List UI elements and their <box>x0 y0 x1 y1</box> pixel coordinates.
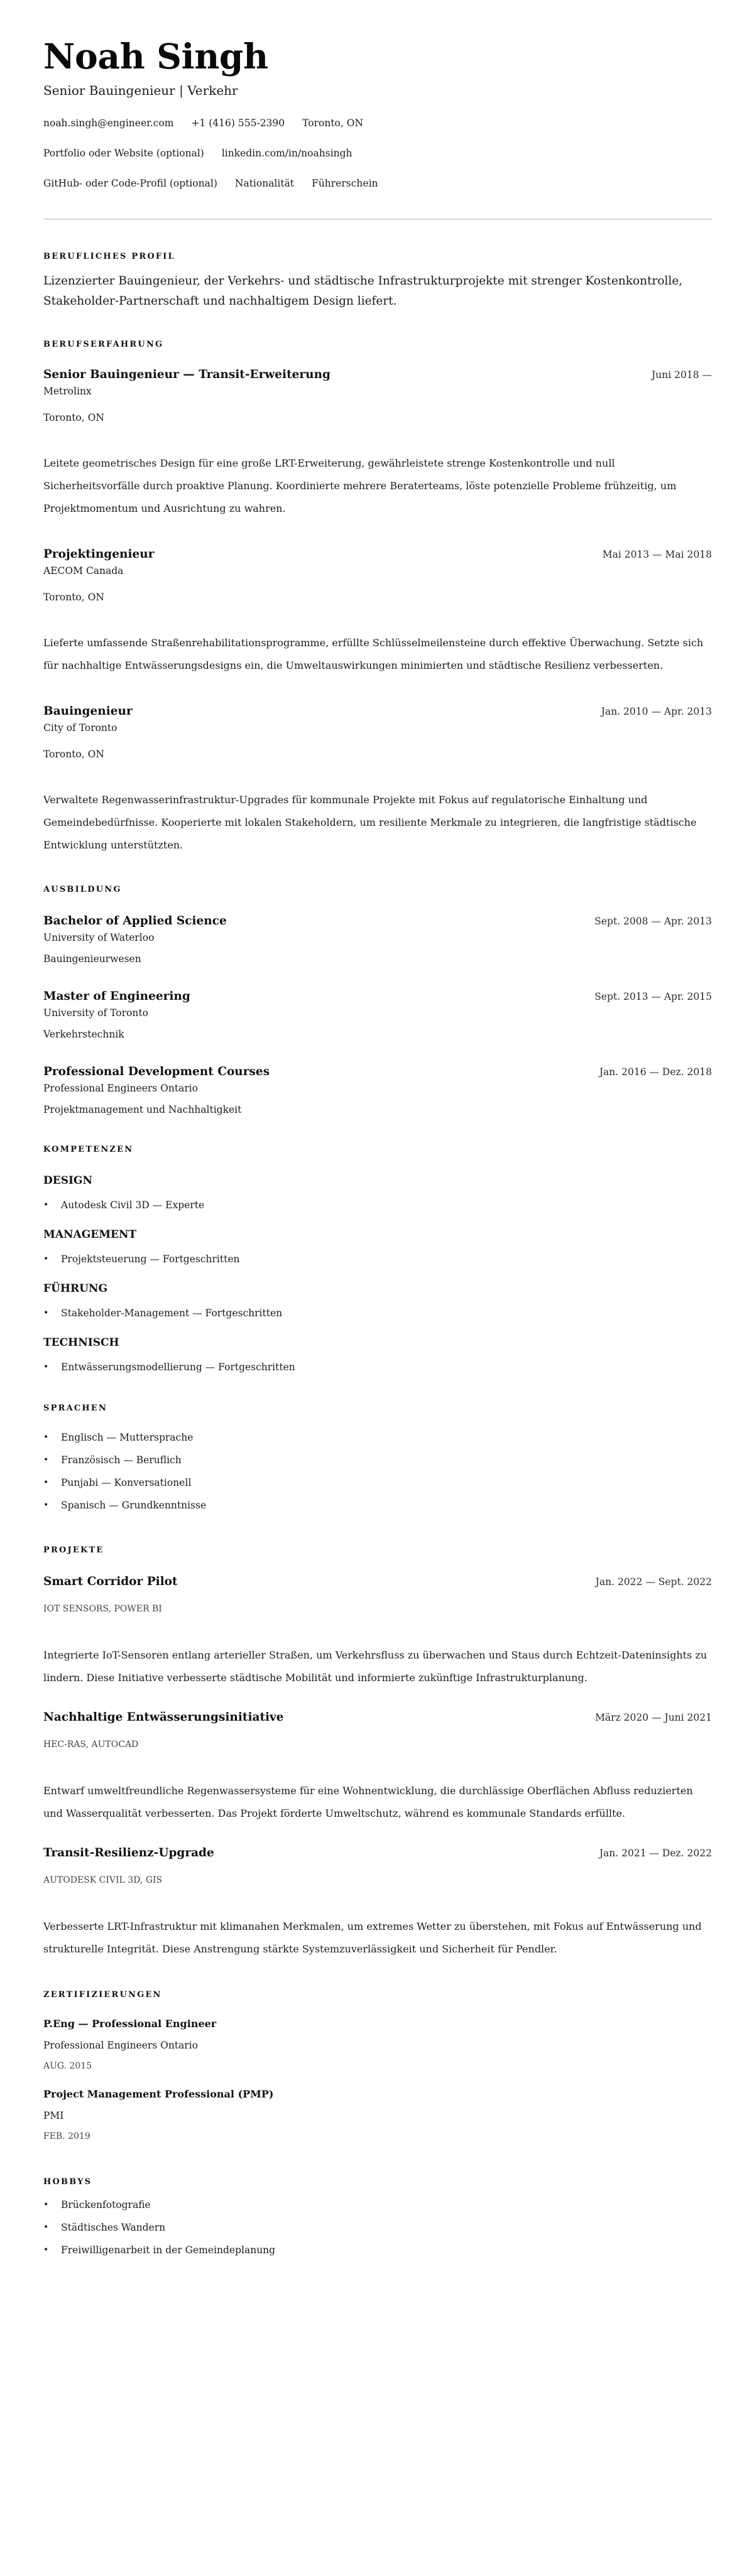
school-name: University of Waterloo <box>43 932 155 943</box>
project-title: Transit-Resilienz-Upgrade <box>43 1846 214 1859</box>
section-title: PROJEKTE <box>43 1545 104 1555</box>
contact-license: Führerschein <box>312 178 378 189</box>
candidate-name: Noah Singh <box>43 36 268 77</box>
project-dates: März 2020 — Juni 2021 <box>595 1712 712 1723</box>
skill-group <box>43 1335 712 1374</box>
language-item: • Englisch — Muttersprache <box>43 1431 712 1444</box>
section-title: SPRACHEN <box>43 1404 108 1413</box>
experience-entry <box>43 367 712 520</box>
section-title: HOBBYS <box>43 2177 92 2187</box>
project-tech: AUTODESK CIVIL 3D, GIS <box>43 1875 163 1885</box>
project-description: Verbesserte LRT-Infrastruktur mit klimanahen Merkmalen, um extremes Wetter zu überstehen, mit Fokus auf Entwässerung und strukturelle Integrität. Diese Anstrengung stärkte Systemzuverlässigkeit und Sicherheit für Pendler. <box>43 1920 702 1955</box>
experience-entry <box>43 546 712 677</box>
contact-portfolio[interactable]: Portfolio oder Website (optional) <box>43 148 204 159</box>
study-field: Bauingenieurwesen <box>43 953 141 965</box>
language-item: • Französisch — Beruflich <box>43 1453 712 1467</box>
study-field: Verkehrstechnik <box>43 1029 124 1040</box>
certification-date: FEB. 2019 <box>43 2131 90 2141</box>
degree-title: Master of Engineering <box>43 990 190 1003</box>
skill-group <box>43 1173 712 1212</box>
job-dates: Mai 2013 — Mai 2018 <box>602 549 712 560</box>
skill-group <box>43 1281 712 1320</box>
study-field: Projektmanagement und Nachhaltigkeit <box>43 1104 242 1115</box>
section-title: KOMPETENZEN <box>43 1145 134 1154</box>
education-entry <box>43 1064 712 1117</box>
section-education <box>43 884 712 1117</box>
degree-title: Professional Development Courses <box>43 1065 270 1078</box>
school-name: University of Toronto <box>43 1007 148 1019</box>
project-title: Nachhaltige Entwässerungsinitiative <box>43 1711 284 1724</box>
language-item: • Punjabi — Konversationell <box>43 1476 712 1490</box>
job-location: Toronto, ON <box>43 749 104 760</box>
job-description: Leitete geometrisches Design für eine große LRT-Erweiterung, gewährleistete strenge Kostenkontrolle und null Sicherheitsvorfälle durch proaktive Planung. Koordinierte mehrere Beraterteams, löste potenzielle Probleme frühzeitig, um Projektmomentum und Ausrichtung zu wahren. <box>43 457 677 514</box>
project-entry <box>43 1574 712 1689</box>
job-title: Bauingenieur <box>43 705 133 718</box>
hobby-item: • Brückenfotografie <box>43 2198 712 2212</box>
skill-list <box>43 1306 712 1320</box>
project-tech: HEC-RAS, AUTOCAD <box>43 1740 139 1750</box>
project-description: Integrierte IoT-Sensoren entlang arterieller Straßen, um Verkehrsfluss zu überwachen und Staus durch Echtzeit-Dateninsights zu lindern. Diese Initiative verbesserte städtische Mobilität und informierte zukünftige Infrastrukturplanung. <box>43 1649 708 1684</box>
section-skills <box>43 1144 712 1374</box>
hobby-list <box>43 2198 712 2257</box>
project-description: Entwarf umweltfreundliche Regenwassersysteme für eine Wohnentwicklung, die durchlässige Oberflächen Abfluss reduzierten und Wasserqualität verbesserten. Das Projekt förderte Umweltschutz, während es kommunale Standards erfüllte. <box>43 1785 693 1819</box>
contact-email[interactable]: noah.singh@engineer.com <box>43 117 174 129</box>
degree-dates: Sept. 2008 — Apr. 2013 <box>594 916 712 927</box>
contact-row <box>43 116 712 131</box>
hobby-item: • Städtisches Wandern <box>43 2221 712 2234</box>
job-title: Senior Bauingenieur — Transit-Erweiterung <box>43 368 331 381</box>
certification-issuer: PMI <box>43 2110 64 2121</box>
section-languages <box>43 1403 712 1512</box>
project-dates: Jan. 2021 — Dez. 2022 <box>599 1848 712 1859</box>
education-entry <box>43 913 712 966</box>
resume-header <box>43 36 712 220</box>
contact-nationality: Nationalität <box>234 178 295 189</box>
section-profile <box>43 251 712 311</box>
job-location: Toronto, ON <box>43 412 104 423</box>
skill-item: • Autodesk Civil 3D — Experte <box>43 1198 712 1212</box>
contact-linkedin[interactable]: linkedin.com/in/noahsingh <box>221 148 352 159</box>
degree-dates: Jan. 2016 — Dez. 2018 <box>599 1066 712 1078</box>
education-entry <box>43 988 712 1041</box>
skill-item: • Stakeholder-Management — Fortgeschritten <box>43 1306 712 1320</box>
skill-list <box>43 1198 712 1212</box>
certification-date: AUG. 2015 <box>43 2061 92 2071</box>
certification-name: Project Management Professional (PMP) <box>43 2088 274 2100</box>
school-name: Professional Engineers Ontario <box>43 1083 199 1094</box>
language-list <box>43 1431 712 1512</box>
language-item: • Spanisch — Grundkenntnisse <box>43 1498 712 1512</box>
project-entry <box>43 1845 712 1961</box>
job-dates: Jan. 2010 — Apr. 2013 <box>601 706 712 717</box>
project-tech: IOT SENSORS, POWER BI <box>43 1604 162 1614</box>
skill-item: • Projektsteuerung — Fortgeschritten <box>43 1252 712 1266</box>
contact-row <box>43 176 712 191</box>
hobby-item: • Freiwilligenarbeit in der Gemeindeplanung <box>43 2243 712 2257</box>
project-entry <box>43 1709 712 1825</box>
degree-title: Bachelor of Applied Science <box>43 914 227 928</box>
skill-category: TECHNISCH <box>43 1336 119 1349</box>
section-projects <box>43 1545 712 1961</box>
certification-name: P.Eng — Professional Engineer <box>43 2018 217 2030</box>
experience-entry <box>43 703 712 857</box>
contact-phone[interactable]: +1 (416) 555-2390 <box>191 117 285 129</box>
job-description: Verwaltete Regenwasserinfrastruktur-Upgrades für kommunale Projekte mit Fokus auf regulatorische Einhaltung und Gemeindebedürfnisse. Kooperierte mit lokalen Stakeholdern, um resiliente Merkmale zu integrieren, die langfristige städtische Entwicklung unterstützten. <box>43 794 697 851</box>
section-hobbies <box>43 2177 712 2257</box>
section-title: AUSBILDUNG <box>43 885 122 894</box>
job-location: Toronto, ON <box>43 592 104 603</box>
skill-item: • Entwässerungsmodellierung — Fortgeschritten <box>43 1360 712 1374</box>
contact-github[interactable]: GitHub- oder Code-Profil (optional) <box>43 178 217 189</box>
job-company: AECOM Canada <box>43 565 124 576</box>
skill-list <box>43 1360 712 1374</box>
section-certifications <box>43 1989 712 2143</box>
section-title: BERUFLICHES PROFIL <box>43 252 175 261</box>
job-company: Metrolinx <box>43 386 92 397</box>
contact-block <box>43 116 712 191</box>
certification-entry <box>43 2087 712 2143</box>
job-company: City of Toronto <box>43 722 117 733</box>
skill-category: FÜHRUNG <box>43 1282 107 1295</box>
skill-group <box>43 1227 712 1266</box>
skill-category: MANAGEMENT <box>43 1228 137 1241</box>
job-title: Projektingenieur <box>43 548 155 561</box>
profile-summary: Lizenzierter Bauingenieur, der Verkehrs- und städtische Infrastrukturprojekte mit strenger Kostenkontrolle, Stakeholder-Partnerschaft und nachhaltigem Design liefert. <box>43 274 683 308</box>
skill-list <box>43 1252 712 1266</box>
skill-category: DESIGN <box>43 1174 92 1187</box>
certification-issuer: Professional Engineers Ontario <box>43 2040 199 2051</box>
contact-row <box>43 146 712 161</box>
section-experience <box>43 339 712 857</box>
job-dates: Juni 2018 — <box>652 369 712 381</box>
contact-location: Toronto, ON <box>302 117 364 129</box>
job-description: Lieferte umfassende Straßenrehabilitationsprogramme, erfüllte Schlüsselmeilensteine durch effektive Überwachung. Setzte sich für nachhaltige Entwässerungsdesigns ein, die Umweltauswirkungen minimierten und städtische Resilienz verbesserten. <box>43 637 704 671</box>
section-title: BERUFSERFAHRUNG <box>43 340 164 349</box>
header-divider <box>43 219 712 220</box>
degree-dates: Sept. 2013 — Apr. 2015 <box>594 991 712 1002</box>
section-title: ZERTIFIZIERUNGEN <box>43 1990 162 2000</box>
project-dates: Jan. 2022 — Sept. 2022 <box>595 1576 712 1588</box>
project-title: Smart Corridor Pilot <box>43 1575 178 1588</box>
candidate-headline: Senior Bauingenieur | Verkehr <box>43 83 238 98</box>
certification-entry <box>43 2017 712 2072</box>
